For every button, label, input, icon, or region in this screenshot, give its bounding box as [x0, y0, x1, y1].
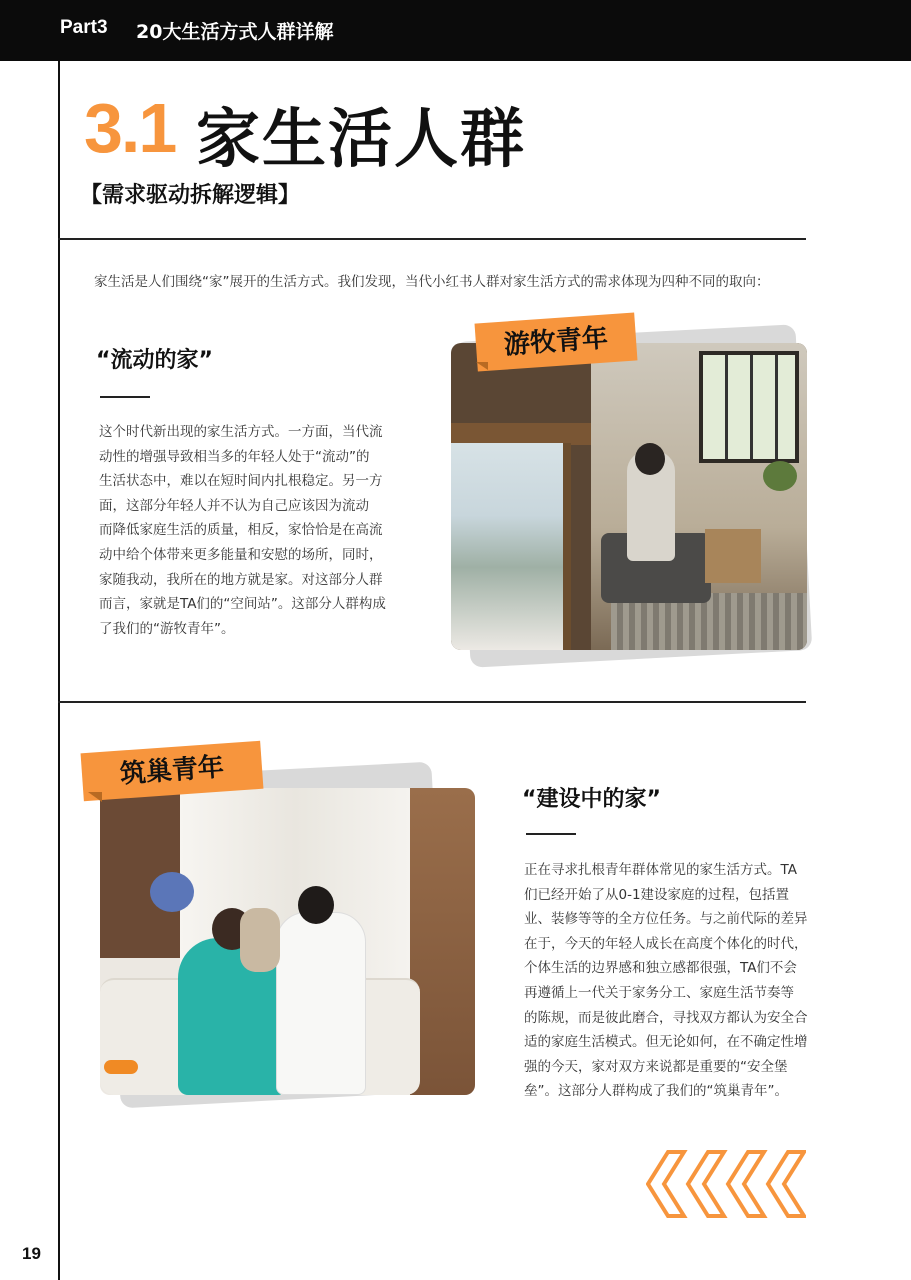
block2-line: 们已经开始了从0-1建设家庭的过程，包括置: [524, 886, 790, 903]
block1-line: 动性的增强导致相当多的年轻人处于“流动”的: [99, 448, 370, 465]
divider-top: [58, 238, 806, 240]
block1-line: 生活状态中，难以在短时间内扎根稳定。另一方: [99, 473, 383, 490]
block2-line: 个体生活的边界感和独立感都很强，TA们不会: [524, 960, 797, 977]
block1-line: 动中给个体带来更多能量和安慰的场所，同时，: [99, 546, 383, 563]
block2-title: “建设中的家”: [522, 787, 661, 812]
block2-line: 适的家庭生活模式。但无论如何，在不确定性增: [524, 1034, 808, 1051]
block2-rule: [526, 833, 576, 835]
page-number: 19: [22, 1244, 41, 1263]
block2-line: 业、装修等等的全方位任务。与之前代际的差异: [524, 911, 808, 928]
block1-line: 了我们的“游牧青年”。: [99, 620, 235, 637]
block2-line: 在于，今天的年轻人成长在高度个体化的时代，: [524, 935, 808, 952]
chevron-decoration-icon: [646, 1150, 806, 1218]
part-label: Part3: [60, 17, 108, 38]
block1-line: 这个时代新出现的家生活方式。一方面，当代流: [99, 424, 383, 440]
block1-line: 面，这部分年轻人并不认为自己应该因为流动: [99, 497, 369, 514]
block1-line: 而降低家庭生活的质量，相反，家恰恰是在高流: [99, 522, 383, 539]
section-title: 家生活人群: [196, 103, 526, 177]
photo-nomad-room: [451, 343, 807, 650]
divider-middle: [58, 701, 806, 703]
left-margin-rule: [58, 61, 60, 1280]
chapter-title: 20大生活方式人群详解: [136, 21, 334, 43]
block2-line: 正在寻求扎根青年群体常见的家生活方式。TA: [524, 862, 797, 878]
tag1-fold: [476, 362, 488, 370]
tag-nomad-youth: 游牧青年: [475, 312, 638, 371]
block2-line: 强的今天，家对双方来说都是重要的“安全堡: [524, 1058, 788, 1075]
photo-couple-home: [100, 788, 475, 1095]
tag-nesting-youth: 筑巢青年: [81, 741, 264, 801]
block1-paragraph: [99, 420, 389, 641]
section-subhead: 【需求驱动拆解逻辑】: [80, 183, 301, 208]
block2-line: 的陈规，而是彼此磨合，寻找双方都认为安全合: [524, 1009, 808, 1026]
block2-paragraph: [524, 858, 814, 1104]
tag2-fold: [88, 792, 102, 802]
block2-line: 垒”。这部分人群构成了我们的“筑巢青年”。: [524, 1083, 788, 1100]
block1-line: 家随我动，我所在的地方就是家。对这部分人群: [99, 571, 383, 588]
block1-line: 而言，家就是TA们的“空间站”。这部分人群构成: [99, 596, 386, 613]
intro-paragraph: 家生活是人们围绕“家”展开的生活方式。我们发现，当代小红书人群对家生活方式的需求体现为四种不同的取向：: [94, 274, 770, 290]
block2-line: 再遵循上一代关于家务分工、家庭生活节奏等: [524, 984, 794, 1001]
section-number: 3.1: [84, 89, 176, 167]
block1-title: “流动的家”: [96, 348, 213, 373]
block1-rule: [100, 396, 150, 398]
page-header-bar: [0, 0, 911, 61]
